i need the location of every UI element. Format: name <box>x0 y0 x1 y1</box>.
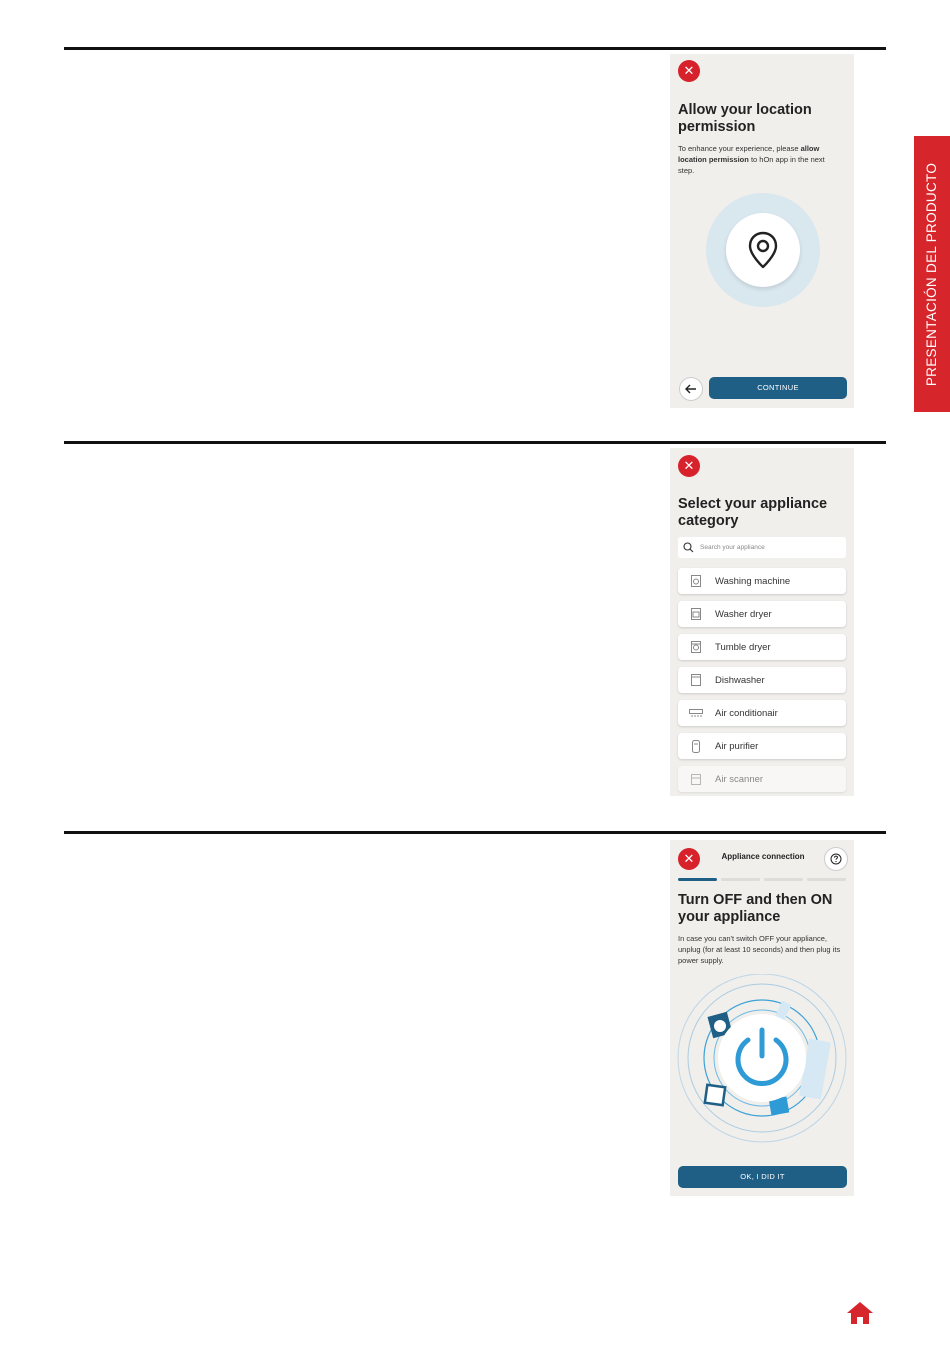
appliance-category-screen <box>670 448 854 796</box>
progress-step-4 <box>807 878 846 881</box>
home-icon[interactable] <box>846 1301 874 1325</box>
category-item-washing-machine[interactable] <box>678 568 846 594</box>
side-section-tab <box>914 136 950 412</box>
question-icon <box>830 853 842 865</box>
location-pin-icon <box>746 230 780 270</box>
air-scanner-icon <box>691 774 701 785</box>
page-title: Select your appliance category <box>678 496 828 529</box>
category-item-air-conditioner[interactable] <box>678 700 846 726</box>
list-item-label: Air scanner <box>715 773 764 785</box>
page-title: Allow your location permission <box>678 102 812 135</box>
search-icon <box>683 542 694 553</box>
progress-step-2 <box>721 878 760 881</box>
list-item-label: Tumble dryer <box>715 641 771 653</box>
back-button[interactable] <box>679 377 703 401</box>
appliance-connection-screen <box>670 840 854 1196</box>
instruction-text: In case you can't switch OFF your appliance, unplug (for at least 10 seconds) and then plug its power supply. <box>678 934 841 965</box>
arrow-left-icon <box>685 384 697 394</box>
side-tab-label: PRESENTACIÓN DEL PRODUCTO <box>924 162 940 386</box>
category-item-air-scanner[interactable] <box>678 766 846 792</box>
air-conditioner-icon <box>689 709 703 717</box>
air-purifier-icon <box>692 740 700 753</box>
continue-button[interactable]: CONTINUE <box>709 377 847 399</box>
location-illustration <box>706 193 820 307</box>
list-item-label: Washing machine <box>715 575 791 587</box>
close-icon: ✕ <box>683 458 695 473</box>
category-item-tumble-dryer[interactable] <box>678 634 846 660</box>
header-title: Appliance connection <box>721 852 805 861</box>
close-icon: ✕ <box>683 851 695 866</box>
list-item-label: Air purifier <box>715 740 759 752</box>
washing-machine-icon <box>691 575 701 587</box>
close-button[interactable] <box>678 455 700 477</box>
ok-i-did-it-button[interactable]: OK, I DID IT <box>678 1166 847 1188</box>
search-placeholder: Search your appliance <box>700 544 765 551</box>
permission-description: To enhance your experience, please allow location permission to hOn app in the next step. <box>678 144 825 175</box>
page-title: Turn OFF and then ON your appliance <box>678 892 833 925</box>
close-icon: ✕ <box>683 63 695 78</box>
list-item-label: Dishwasher <box>715 674 765 686</box>
category-item-dishwasher[interactable] <box>678 667 846 693</box>
progress-step-3 <box>764 878 803 881</box>
oven-illustration <box>705 1085 725 1105</box>
section-rule-1 <box>64 47 886 50</box>
category-item-washer-dryer[interactable] <box>678 601 846 627</box>
search-input[interactable] <box>678 537 846 558</box>
power-illustration <box>670 974 854 1154</box>
dishwasher-icon <box>691 674 701 686</box>
section-rule-3 <box>64 831 886 834</box>
close-button[interactable] <box>678 60 700 82</box>
location-permission-screen <box>670 54 854 408</box>
category-item-air-purifier[interactable] <box>678 733 846 759</box>
list-item-label: Washer dryer <box>715 608 772 620</box>
section-rule-2 <box>64 441 886 444</box>
help-button[interactable] <box>824 847 848 871</box>
tumble-dryer-icon <box>691 641 701 653</box>
close-button[interactable] <box>678 848 700 870</box>
progress-step-1 <box>678 878 717 881</box>
list-item-label: Air conditionair <box>715 707 778 719</box>
washer-dryer-icon <box>691 608 701 620</box>
